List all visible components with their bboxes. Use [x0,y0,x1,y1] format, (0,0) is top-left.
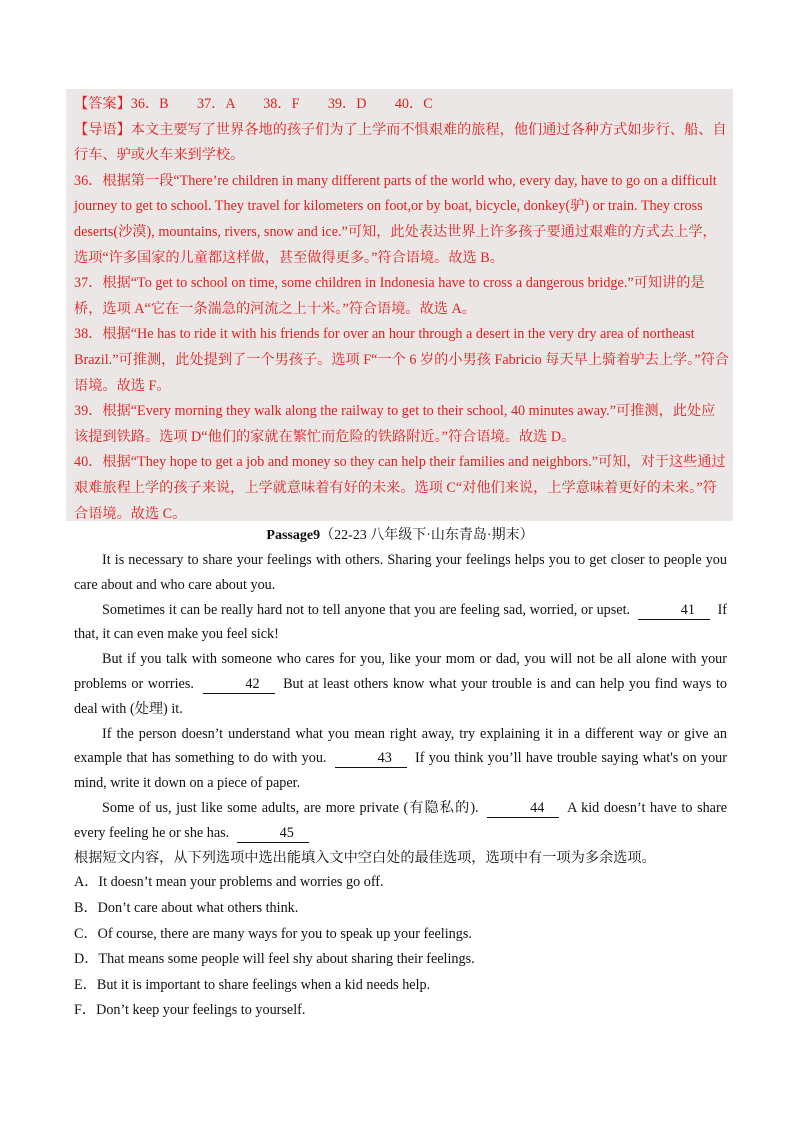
answer-key-text: 36．B 37．A 38．F 39．D 40．C [130,96,433,112]
passage-p5-text-b: A kid doesn’t have to share every feeling he or she has. [74,799,728,841]
answer-key-line [74,92,729,118]
passage-p2-text-a: Sometimes it can be really hard not to tell anyone that you are feeling sad, worried, or upset. [102,601,631,618]
blank-43[interactable]: 43 [335,750,407,768]
passage-p5-text-a: Some of us, just like some adults, are more private (有隐私的). [102,799,479,816]
explanation-40: 40．根据“They hope to get a job and money so they can help their families and neighbors.”可知，对于这些通过艰难旅程上学的孩子来说，上学就意味着有好的未来。选项 C“对他们来说，上学意味着更好的未来。”符合语境。故选 C。 [74,454,726,522]
passage-title-name: Passage9 [266,528,321,543]
passage-paragraph-3 [74,647,727,721]
explanation-39: 39．根据“Every morning they walk along the railway to get to their school, 40 minutes away.”可推测，此处应该提到铁路。选项 D“他们的家就在繁忙而危险的铁路附近。”符合语境。故选 D。 [74,403,716,445]
option-e: E．But it is important to share feelings when a kid needs help. [74,976,431,993]
blank-42[interactable]: 42 [203,676,275,694]
passage-title [0,525,800,547]
blank-44[interactable]: 44 [487,800,559,818]
passage-p3-text-a: But if you talk with someone who cares for you, like your mom or dad, you will not be all alone with your problems or worries. [74,651,727,692]
instruction-text: 根据短文内容，从下列选项中选出能填入文中空白处的最佳选项，选项中有一项为多余选项。 [74,849,656,866]
option-b: B．Don’t care about what others think. [74,899,299,916]
option-a: A．It doesn’t mean your problems and worries go off. [74,874,384,891]
answer-section [74,92,729,527]
passage-paragraph-5 [74,796,727,846]
guide-paragraph [74,118,729,169]
passage-p4-text-b: If you think you’ll have trouble saying what's on your mind, write it down on a piece of paper. [74,750,727,792]
passage-title-source: （22-23 八年级下·山东青岛·期末） [320,528,534,543]
passage-body [74,548,727,1024]
passage-p4-text-a: If the person doesn’t understand what you mean right away, try explaining it in a different way or give an example that has something to do with you. [74,725,727,767]
explanation-37: 37．根据“To get to school on time, some children in Indonesia have to cross a dangerous bridge.”可知讲的是桥，选项 A“它在一条湍急的河流之上十米。”符合语境。故选 A。 [74,275,705,317]
option-f: F．Don’t keep your feelings to yourself. [74,1002,306,1019]
guide-label: 【导语】 [74,121,131,138]
explanation-38: 38．根据“He has to ride it with his friends for over an hour through a desert in the very dry area of northeast Brazil.”可推测，此处提到了一个男孩子。选项 F“一个 6 岁的小男孩 Fabricio 每天早上骑着驴去上学。”符合语境。故选 F。 [74,326,729,394]
answer-key-label: 【答案】 [74,96,131,112]
passage-paragraph-4 [74,722,727,796]
passage-p3-text-b: But at least others know what your trouble is and can help you find ways to deal with (处理) it. [74,675,728,717]
passage-paragraph-2 [74,598,727,648]
passage-p2-text-b: If that, it can even make you feel sick! [74,601,728,643]
blank-45[interactable]: 45 [237,825,309,843]
guide-text: 本文主要写了世界各地的孩子们为了上学而不惧艰难的旅程，他们通过各种方式如步行、船、自行车、驴或火车来到学校。 [74,121,727,164]
option-c: C．Of course, there are many ways for you to speak up your feelings. [74,925,472,942]
explanation-36: 36．根据第一段“There’re children in many different parts of the world who, every day, have to go on a difficult journey to get to school. They travel for kilometers on foot,or by boat, bicycle, donkey(驴) or train. They cross deserts(沙漠), mountains, rivers, snow and ice.”可知，此处表达世界上许多孩子要通过艰难的方式去上学，选项“许多国家的儿童都这样做，甚至做得更多。”符合语境。故选 B。 [74,172,717,266]
option-d: D．That means some people will feel shy about sharing their feelings. [74,951,475,968]
blank-41[interactable]: 41 [638,602,710,620]
passage-paragraph-1: It is necessary to share your feelings with others. Sharing your feelings helps you to get closer to people you care about and who care about you. [74,552,727,593]
